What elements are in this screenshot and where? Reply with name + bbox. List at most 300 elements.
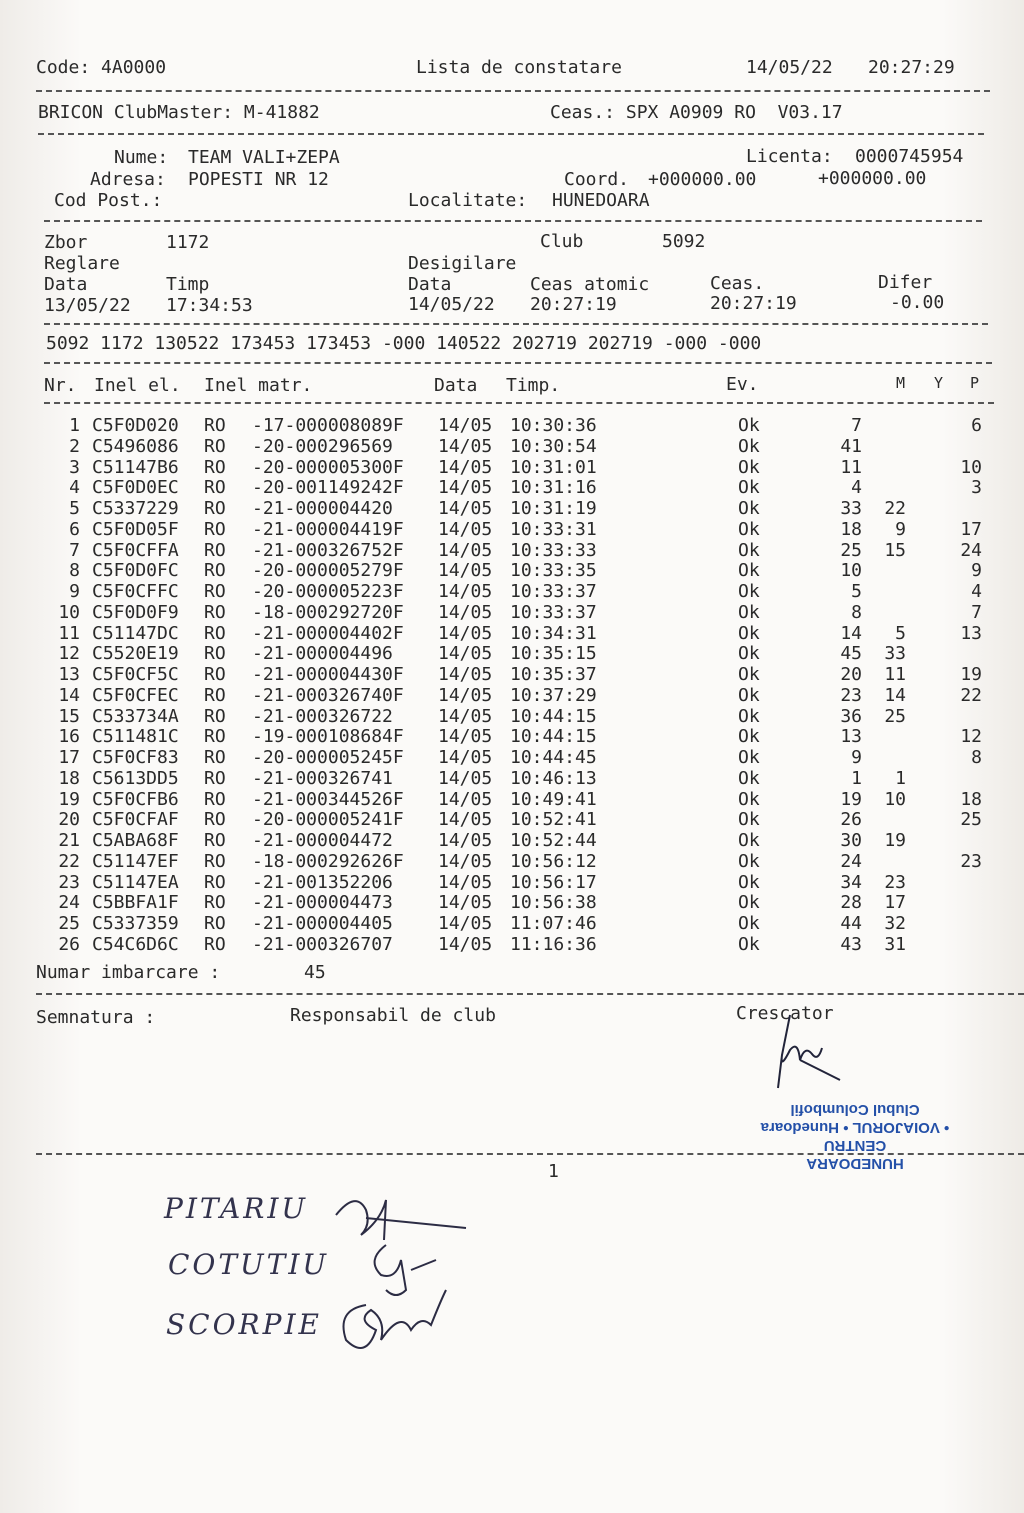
license-label: Licenta: (746, 146, 833, 167)
club-label: Club (540, 231, 584, 252)
col-header-date: Data (434, 375, 478, 396)
table-row (0, 623, 1024, 644)
owner-address: POPESTI NR 12 (188, 169, 329, 190)
ring-matriculation: -21-000004472 (252, 830, 393, 851)
table-row (0, 872, 1024, 893)
ring-country: RO (204, 560, 226, 582)
arrival-time: 10:33:37 (510, 601, 597, 623)
arrival-date: 14/05 (438, 933, 493, 955)
col-m: 25 (840, 539, 862, 561)
arrival-time: 10:49:41 (510, 788, 597, 810)
col-m: 8 (851, 601, 862, 623)
ring-electronic: C5520E19 (92, 643, 179, 665)
ring-country: RO (204, 664, 226, 685)
table-row (0, 415, 1024, 436)
col-p: 7 (971, 601, 982, 623)
ring-country: RO (204, 830, 226, 851)
col-y: 9 (895, 518, 906, 540)
ring-electronic: C5F0D05F (92, 518, 179, 540)
col-header-p: P (970, 374, 980, 392)
col-header-nr: Nr. (44, 375, 77, 396)
event-status: Ok (738, 581, 760, 602)
table-row (0, 726, 1024, 747)
arrival-time: 10:34:31 (510, 622, 597, 644)
table-row (0, 581, 1024, 602)
ring-matriculation: -19-000108684F (252, 726, 404, 748)
col-p: 13 (960, 622, 982, 644)
row-number: 17 (58, 747, 80, 768)
ring-matriculation: -20-001149242F (252, 477, 404, 499)
code-label: Code: 4A0000 (36, 57, 167, 78)
row-number: 23 (58, 871, 80, 893)
ring-electronic: C5F0D020 (92, 415, 179, 436)
col-p: 19 (960, 664, 982, 685)
event-status: Ok (738, 498, 760, 519)
page-number: 1 (548, 1161, 559, 1182)
row-number: 11 (58, 622, 80, 644)
event-status: Ok (738, 415, 760, 436)
col-header-y: Y (934, 374, 944, 392)
row-number: 24 (58, 892, 80, 914)
stamp-line-4: Clubul Columbofil (790, 1101, 920, 1118)
col-y: 15 (884, 539, 906, 561)
arrival-date: 14/05 (438, 456, 493, 478)
arrival-time: 10:52:44 (510, 830, 597, 851)
ring-electronic: C5F0CFFA (92, 539, 179, 561)
ring-electronic: C533734A (92, 705, 179, 727)
row-number: 10 (58, 601, 80, 623)
arrival-date: 14/05 (438, 767, 493, 789)
arrival-time: 10:56:17 (510, 871, 597, 893)
handwritten-name-3: SCORPIE (166, 1308, 322, 1341)
ring-country: RO (204, 684, 226, 706)
arrival-date: 14/05 (438, 518, 493, 540)
flight-number: 1172 (166, 232, 210, 253)
clock-time: 20:27:19 (710, 293, 797, 314)
arrival-time: 10:30:54 (510, 435, 597, 457)
ring-matriculation: -21-000004430F (252, 664, 404, 685)
arrival-date: 14/05 (438, 560, 493, 582)
ring-matriculation: -21-001352206 (252, 871, 393, 893)
ring-country: RO (204, 913, 226, 934)
table-row (0, 892, 1024, 913)
ring-matriculation: -21-000326722 (252, 705, 393, 727)
table-row (0, 809, 1024, 830)
arrival-date: 14/05 (438, 684, 493, 706)
ring-matriculation: -20-000005245F (252, 747, 404, 768)
arrival-date: 14/05 (438, 747, 493, 768)
event-status: Ok (738, 726, 760, 748)
col-y: 17 (884, 892, 906, 914)
event-status: Ok (738, 684, 760, 706)
ring-electronic: C5F0D0EC (92, 477, 179, 499)
ring-electronic: C5F0CFAF (92, 809, 179, 831)
ring-matriculation: -21-000004405 (252, 913, 393, 934)
col-m: 34 (840, 871, 862, 893)
flight-label: Zbor (44, 232, 88, 253)
club-number: 5092 (662, 231, 706, 252)
row-number: 18 (58, 767, 80, 789)
arrival-time: 10:56:12 (510, 850, 597, 872)
table-row (0, 643, 1024, 664)
col-m: 1 (851, 767, 862, 789)
arrival-time: 10:31:16 (510, 477, 597, 499)
ring-matriculation: -21-000004496 (252, 643, 393, 665)
divider (44, 362, 992, 364)
table-row (0, 560, 1024, 581)
col-header-ev: Ev. (726, 374, 759, 395)
col-m: 13 (840, 726, 862, 748)
setting-date: 13/05/22 (44, 295, 131, 316)
row-number: 4 (69, 477, 80, 499)
ring-electronic: C5BBFA1F (92, 892, 179, 914)
col-m: 19 (840, 788, 862, 810)
breeder-label: Crescator (736, 1003, 834, 1024)
ring-country: RO (204, 788, 226, 810)
ring-electronic: C5F0D0FC (92, 560, 179, 582)
ring-matriculation: -21-000004419F (252, 518, 404, 540)
arrival-time: 10:37:29 (510, 684, 597, 706)
event-status: Ok (738, 539, 760, 561)
ring-electronic: C5613DD5 (92, 767, 179, 789)
event-status: Ok (738, 747, 760, 768)
row-number: 20 (58, 809, 80, 831)
table-row (0, 519, 1024, 540)
row-number: 7 (69, 539, 80, 561)
arrival-date: 14/05 (438, 830, 493, 851)
ring-matriculation: -20-000005241F (252, 809, 404, 831)
arrival-date: 14/05 (438, 913, 493, 934)
arrival-date: 14/05 (438, 539, 493, 561)
event-status: Ok (738, 830, 760, 851)
col-y: 5 (895, 622, 906, 644)
event-status: Ok (738, 933, 760, 955)
arrival-date: 14/05 (438, 643, 493, 665)
row-number: 8 (69, 560, 80, 582)
ring-country: RO (204, 415, 226, 436)
arrival-date: 14/05 (438, 435, 493, 457)
table-row (0, 664, 1024, 685)
atomic-clock-time: 20:27:19 (530, 294, 617, 315)
unsealing-date-label: Data (408, 274, 452, 295)
event-status: Ok (738, 622, 760, 644)
col-p: 10 (960, 456, 982, 478)
ring-electronic: C5ABA68F (92, 830, 179, 851)
ring-electronic: C51147EF (92, 850, 179, 872)
event-status: Ok (738, 705, 760, 727)
ring-matriculation: -21-000326740F (252, 684, 404, 706)
col-y: 22 (884, 498, 906, 519)
arrival-time: 11:07:46 (510, 913, 597, 934)
ring-matriculation: -20-000005223F (252, 581, 404, 602)
col-p: 3 (971, 477, 982, 499)
table-row (0, 747, 1024, 768)
stamp-line-1: HUNEDOARA (806, 1155, 904, 1172)
arrival-time: 10:52:41 (510, 809, 597, 831)
setting-date-label: Data (44, 274, 88, 295)
col-p: 25 (960, 809, 982, 831)
col-m: 11 (840, 456, 862, 478)
col-y: 33 (884, 643, 906, 665)
ring-country: RO (204, 767, 226, 789)
arrival-time: 10:46:13 (510, 767, 597, 789)
ring-electronic: C5F0CF5C (92, 664, 179, 685)
clock-time-label: Ceas. (710, 273, 765, 294)
ring-matriculation: -21-000326752F (252, 539, 404, 561)
col-m: 23 (840, 684, 862, 706)
divider (44, 220, 982, 222)
col-p: 8 (971, 747, 982, 768)
col-m: 18 (840, 518, 862, 540)
embark-label: Numar imbarcare : (36, 962, 221, 983)
ring-country: RO (204, 518, 226, 540)
table-row (0, 934, 1024, 955)
ring-country: RO (204, 747, 226, 768)
ring-electronic: C5F0D0F9 (92, 601, 179, 623)
event-status: Ok (738, 477, 760, 499)
ring-matriculation: -21-000326741 (252, 767, 393, 789)
row-number: 22 (58, 850, 80, 872)
arrival-date: 14/05 (438, 726, 493, 748)
event-status: Ok (738, 643, 760, 665)
arrival-time: 10:35:37 (510, 664, 597, 685)
event-status: Ok (738, 518, 760, 540)
col-m: 44 (840, 913, 862, 934)
col-header-ring-matr: Inel matr. (204, 375, 313, 396)
arrival-time: 10:44:15 (510, 726, 597, 748)
arrival-time: 11:16:36 (510, 933, 597, 955)
divider (38, 133, 984, 135)
divider (36, 993, 1024, 995)
ring-country: RO (204, 435, 226, 457)
event-status: Ok (738, 456, 760, 478)
stamp-line-3: • VOIAJORUL • Hunedoara (760, 1119, 950, 1136)
table-row (0, 685, 1024, 706)
ring-electronic: C511481C (92, 726, 179, 748)
col-p: 18 (960, 788, 982, 810)
event-status: Ok (738, 871, 760, 893)
ring-country: RO (204, 581, 226, 602)
col-m: 43 (840, 933, 862, 955)
arrival-date: 14/05 (438, 850, 493, 872)
ring-matriculation: -20-000005279F (252, 560, 404, 582)
ring-country: RO (204, 871, 226, 893)
col-y: 1 (895, 767, 906, 789)
table-row (0, 540, 1024, 561)
arrival-time: 10:30:36 (510, 415, 597, 436)
col-y: 31 (884, 933, 906, 955)
col-p: 22 (960, 684, 982, 706)
postal-code-label: Cod Post.: (54, 190, 163, 211)
row-number: 14 (58, 684, 80, 706)
handwritten-signatures-icon (326, 1180, 486, 1370)
difference-label: Difer (878, 272, 933, 293)
ring-country: RO (204, 622, 226, 644)
col-y: 32 (884, 913, 906, 934)
ring-matriculation: -17-000008089F (252, 415, 404, 436)
arrival-date: 14/05 (438, 601, 493, 623)
coord-value-1: +000000.00 (648, 169, 757, 190)
table-row (0, 851, 1024, 872)
ring-electronic: C5337229 (92, 498, 179, 519)
event-status: Ok (738, 560, 760, 582)
ring-electronic: C5F0CFEC (92, 684, 179, 706)
ring-electronic: C51147EA (92, 871, 179, 893)
col-p: 6 (971, 415, 982, 436)
event-status: Ok (738, 435, 760, 457)
ring-electronic: C51147DC (92, 622, 179, 644)
arrival-time: 10:44:45 (510, 747, 597, 768)
divider (44, 323, 988, 325)
arrival-time: 10:33:33 (510, 539, 597, 561)
ring-electronic: C5F0CF83 (92, 747, 179, 768)
table-row (0, 436, 1024, 457)
arrival-date: 14/05 (438, 788, 493, 810)
ring-country: RO (204, 892, 226, 914)
row-number: 12 (58, 643, 80, 665)
event-status: Ok (738, 788, 760, 810)
arrival-date: 14/05 (438, 705, 493, 727)
table-row (0, 498, 1024, 519)
arrival-date: 14/05 (438, 809, 493, 831)
header-time: 20:27:29 (868, 57, 955, 78)
ring-matriculation: -20-000296569 (252, 435, 393, 457)
club-stamp (730, 1062, 980, 1172)
ring-country: RO (204, 850, 226, 872)
unsealing-date: 14/05/22 (408, 294, 495, 315)
divider (36, 90, 990, 92)
arrival-date: 14/05 (438, 871, 493, 893)
arrival-time: 10:33:37 (510, 581, 597, 602)
col-p: 17 (960, 518, 982, 540)
arrival-date: 14/05 (438, 415, 493, 436)
setting-label: Reglare (44, 253, 120, 274)
ring-matriculation: -21-000004420 (252, 498, 393, 519)
handwritten-name-2: COTUTIU (168, 1248, 329, 1281)
handwritten-name-1: PITARIU (164, 1192, 309, 1225)
ring-electronic: C5F0CFFC (92, 581, 179, 602)
col-header-m: M (896, 374, 906, 392)
table-row (0, 602, 1024, 623)
event-status: Ok (738, 601, 760, 623)
ring-country: RO (204, 539, 226, 561)
ring-country: RO (204, 601, 226, 623)
atomic-clock-label: Ceas atomic (530, 274, 650, 295)
col-m: 14 (840, 622, 862, 644)
table-row (0, 913, 1024, 934)
col-p: 23 (960, 850, 982, 872)
col-p: 9 (971, 560, 982, 582)
document-title: Lista de constatare (416, 57, 622, 78)
arrival-time: 10:31:19 (510, 498, 597, 519)
event-status: Ok (738, 913, 760, 934)
col-m: 41 (840, 435, 862, 457)
signature-label: Semnatura : (36, 1007, 156, 1028)
col-y: 10 (884, 788, 906, 810)
unsealing-label: Desigilare (408, 253, 517, 274)
event-status: Ok (738, 892, 760, 914)
ring-matriculation: -18-000292626F (252, 850, 404, 872)
clubmaster-label: BRICON ClubMaster: M-41882 (38, 102, 320, 123)
owner-name: TEAM VALI+ZEPA (188, 147, 340, 168)
ring-electronic: C5496086 (92, 435, 179, 457)
row-number: 3 (69, 456, 80, 478)
ring-matriculation: -21-000344526F (252, 788, 404, 810)
table-row (0, 477, 1024, 498)
locality-label: Localitate: (408, 190, 528, 211)
ring-country: RO (204, 726, 226, 748)
arrival-date: 14/05 (438, 498, 493, 519)
ring-country: RO (204, 809, 226, 831)
col-p: 4 (971, 581, 982, 602)
col-m: 30 (840, 830, 862, 851)
setting-time-label: Timp (166, 274, 210, 295)
ring-country: RO (204, 643, 226, 665)
ring-matriculation: -21-000004473 (252, 892, 393, 914)
table-row (0, 768, 1024, 789)
ring-country: RO (204, 456, 226, 478)
ring-electronic: C51147B6 (92, 456, 179, 478)
license-value: 0000745954 (855, 146, 964, 167)
arrival-date: 14/05 (438, 581, 493, 602)
coord-value-2: +000000.00 (818, 168, 927, 189)
col-m: 24 (840, 850, 862, 872)
ring-matriculation: -18-000292720F (252, 601, 404, 623)
row-number: 16 (58, 726, 80, 748)
row-number: 15 (58, 705, 80, 727)
club-responsible-label: Responsabil de club (290, 1005, 496, 1026)
arrival-date: 14/05 (438, 664, 493, 685)
event-status: Ok (738, 767, 760, 789)
col-y: 14 (884, 684, 906, 706)
header-date: 14/05/22 (746, 57, 833, 78)
divider (36, 1153, 1024, 1155)
row-number: 19 (58, 788, 80, 810)
ring-country: RO (204, 498, 226, 519)
col-y: 11 (884, 664, 906, 685)
locality-value: HUNEDOARA (552, 190, 650, 211)
embark-count: 45 (304, 962, 326, 983)
col-y: 25 (884, 705, 906, 727)
col-m: 45 (840, 643, 862, 665)
difference-value: -0.00 (890, 292, 945, 313)
row-number: 21 (58, 830, 80, 851)
ring-matriculation: -21-000326707 (252, 933, 393, 955)
arrival-time: 10:33:35 (510, 560, 597, 582)
divider (44, 402, 994, 404)
col-m: 7 (851, 415, 862, 436)
col-y: 19 (884, 830, 906, 851)
col-m: 20 (840, 664, 862, 685)
address-label: Adresa: (90, 169, 166, 190)
stamp-line-2: CENTRU (823, 1137, 887, 1154)
coord-label: Coord. (564, 169, 630, 190)
col-m: 36 (840, 705, 862, 727)
col-y: 23 (884, 871, 906, 893)
row-number: 6 (69, 518, 80, 540)
arrival-time: 10:44:15 (510, 705, 597, 727)
ring-country: RO (204, 705, 226, 727)
row-number: 25 (58, 913, 80, 934)
ring-electronic: C5F0CFB6 (92, 788, 179, 810)
setting-time: 17:34:53 (166, 295, 253, 316)
table-row (0, 457, 1024, 478)
table-row (0, 706, 1024, 727)
arrival-date: 14/05 (438, 477, 493, 499)
ring-electronic: C54C6D6C (92, 933, 179, 955)
arrival-time: 10:56:38 (510, 892, 597, 914)
col-p: 12 (960, 726, 982, 748)
